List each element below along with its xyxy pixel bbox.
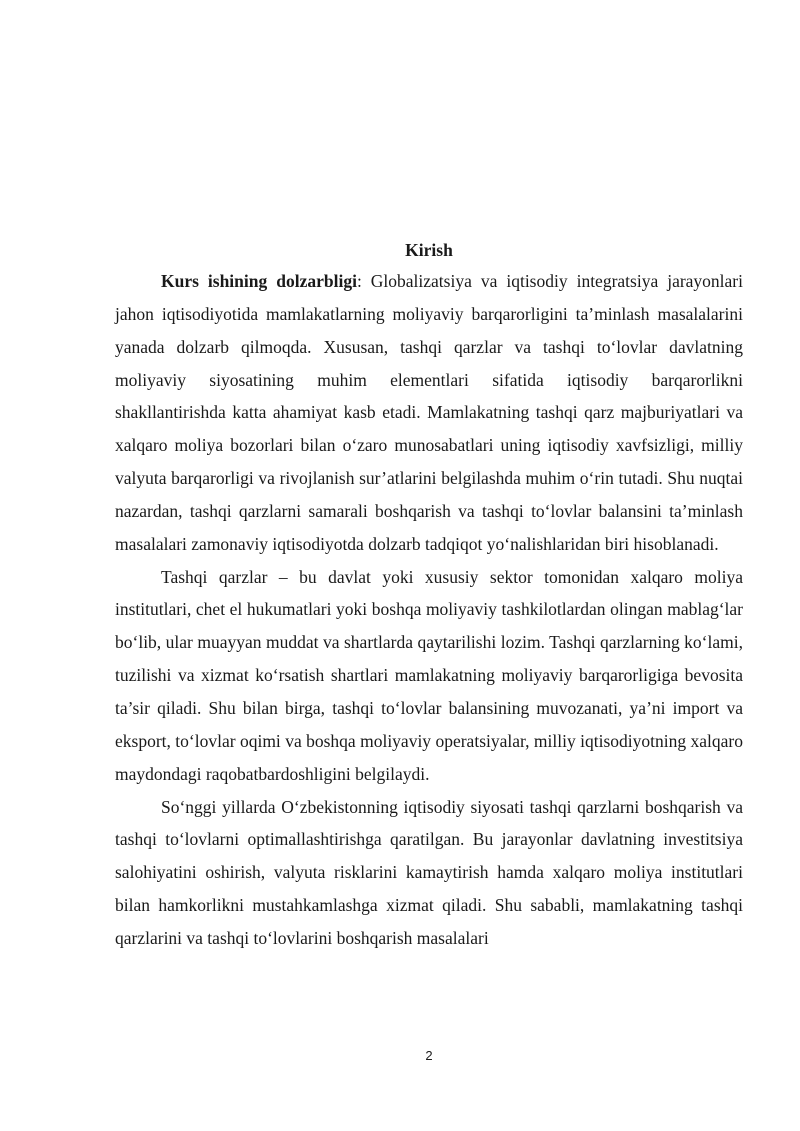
paragraph-external-debts	[115, 561, 743, 791]
paragraph-text: Tashqi qarzlar – bu davlat yoki xususiy sektor tomonidan xalqaro moliya institutlari, chet el hukumatlari yoki boshqa moliyaviy tashkilotlardan olingan mablag‘lar bo‘lib, ular muayyan muddat va shartlarda qaytarilishi lozim. Tashqi qarzlarning ko‘lami, tuzilishi va xizmat ko‘rsatish shartlari mamlakatning moliyaviy barqarorligiga bevosita ta’sir qiladi. Shu bilan birga, tashqi to‘lovlar balansining muvozanati, ya’ni import va eksport, to‘lovlar oqimi va boshqa moliyaviy operatsiyalar, milliy iqtisodiyotning xalqaro maydondagi raqobatbardoshligini belgilaydi.	[115, 566, 743, 784]
paragraph-relevance	[115, 265, 743, 561]
page-number: 2	[425, 1048, 433, 1063]
paragraph-uzbekistan-policy	[115, 791, 743, 955]
paragraph-lead: Kurs ishining dolzarbligi	[161, 271, 357, 291]
section-heading: Kirish	[405, 240, 453, 260]
paragraph-text: : Globalizatsiya va iqtisodiy integratsiya jarayonlari jahon iqtisodiyotida mamlakatlarning moliyaviy barqarorligini ta’minlash masalalarini yanada dolzarb qilmoqda. Xususan, tashqi qarzlar va tashqi to‘lovlar davlatning moliyaviy siyosatining muhim elementlari sifatida iqtisodiy barqarorlikni shakllantirishda katta ahamiyat kasb etadi. Mamlakatning tashqi qarz majburiyatlari va xalqaro moliya bozorlari bilan o‘zaro munosabatlari uning iqtisodiy xavfsizligi, milliy valyuta barqarorligi va rivojlanish sur’atlarini belgilashda muhim o‘rin tutadi. Shu nuqtai nazardan, tashqi qarzlarni samarali boshqarish va tashqi to‘lovlar balansini ta’minlash masalalari zamonaviy iqtisodiyotda dolzarb tadqiqot yo‘nalishlaridan biri hisoblanadi.	[115, 271, 743, 554]
document-body	[115, 265, 743, 955]
paragraph-text: So‘nggi yillarda O‘zbekistonning iqtisodiy siyosati tashqi qarzlarni boshqarish va tashqi to‘lovlarni optimallashtirishga qaratilgan. Bu jarayonlar davlatning investitsiya salohiyatini oshirish, valyuta risklarini kamaytirish hamda xalqaro moliya institutlari bilan hamkorlikni mustahkamlashga xizmat qiladi. Shu sababli, mamlakatning tashqi qarzlarini va tashqi to‘lovlarini boshqarish masalalari	[115, 796, 743, 948]
